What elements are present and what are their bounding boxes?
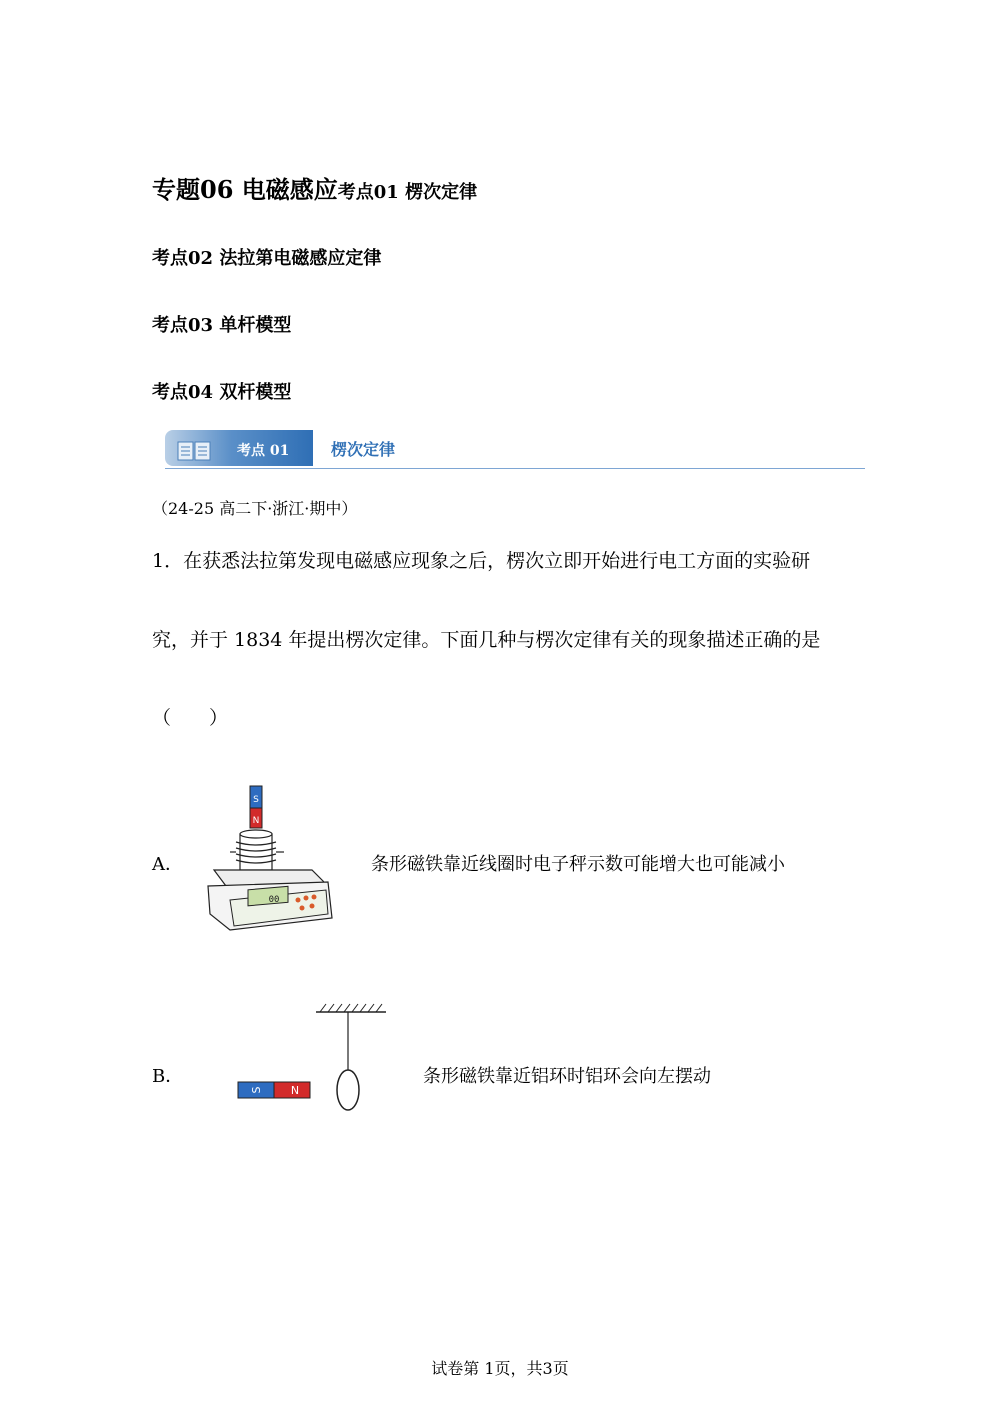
- section-banner-name: 楞次定律: [331, 440, 396, 459]
- aluminum-ring: [337, 1070, 359, 1110]
- question-text-line: 1．在获悉法拉第发现电磁感应现象之后，楞次立即开始进行电工方面的实验研: [152, 550, 811, 572]
- section-banner-number: 考点 01: [237, 443, 290, 459]
- toc-item: 考点03 单杆模型: [152, 315, 292, 336]
- option-b-text: 条形磁铁靠近铝环时铝环会向左摆动: [423, 1066, 711, 1087]
- option-a-figure: [200, 782, 335, 934]
- section-banner: [165, 428, 865, 472]
- electronic-scale: [208, 870, 332, 930]
- page-footer: 试卷第 1页，共3页: [431, 1359, 569, 1378]
- toc-item: 考点02 法拉第电磁感应定律: [152, 248, 382, 269]
- section-banner-tab: [165, 430, 313, 466]
- magnet-n-label: N: [290, 1084, 300, 1097]
- document-title-topic: 考点01 楞次定律: [337, 182, 478, 203]
- section-banner-divider: [165, 468, 865, 469]
- question-answer-blank: （ ）: [152, 707, 229, 729]
- option-b-figure: [232, 998, 392, 1116]
- book-icon: [177, 440, 211, 462]
- option-a-text: 条形磁铁靠近线圈时电子秤示数可能增大也可能减小: [371, 854, 785, 875]
- question-source: （24-25 高二下·浙江·期中）: [152, 499, 358, 518]
- magnet-n-label: N: [252, 816, 260, 826]
- ceiling-support: [316, 1004, 386, 1012]
- option-b-label: B．: [152, 1066, 184, 1087]
- coil: [230, 830, 284, 870]
- question-text-line: 究，并于 1834 年提出楞次定律。下面几种与楞次定律有关的现象描述正确的是: [152, 629, 821, 651]
- scale-display: 00: [268, 895, 280, 905]
- magnet-s-label: S: [250, 1086, 263, 1094]
- magnet-s-label: S: [253, 795, 259, 805]
- toc-item: 考点04 双杆模型: [152, 382, 292, 403]
- document-title: [152, 170, 477, 205]
- option-a-label: A．: [152, 854, 183, 875]
- document-title-main: 专题06 电磁感应: [152, 175, 338, 204]
